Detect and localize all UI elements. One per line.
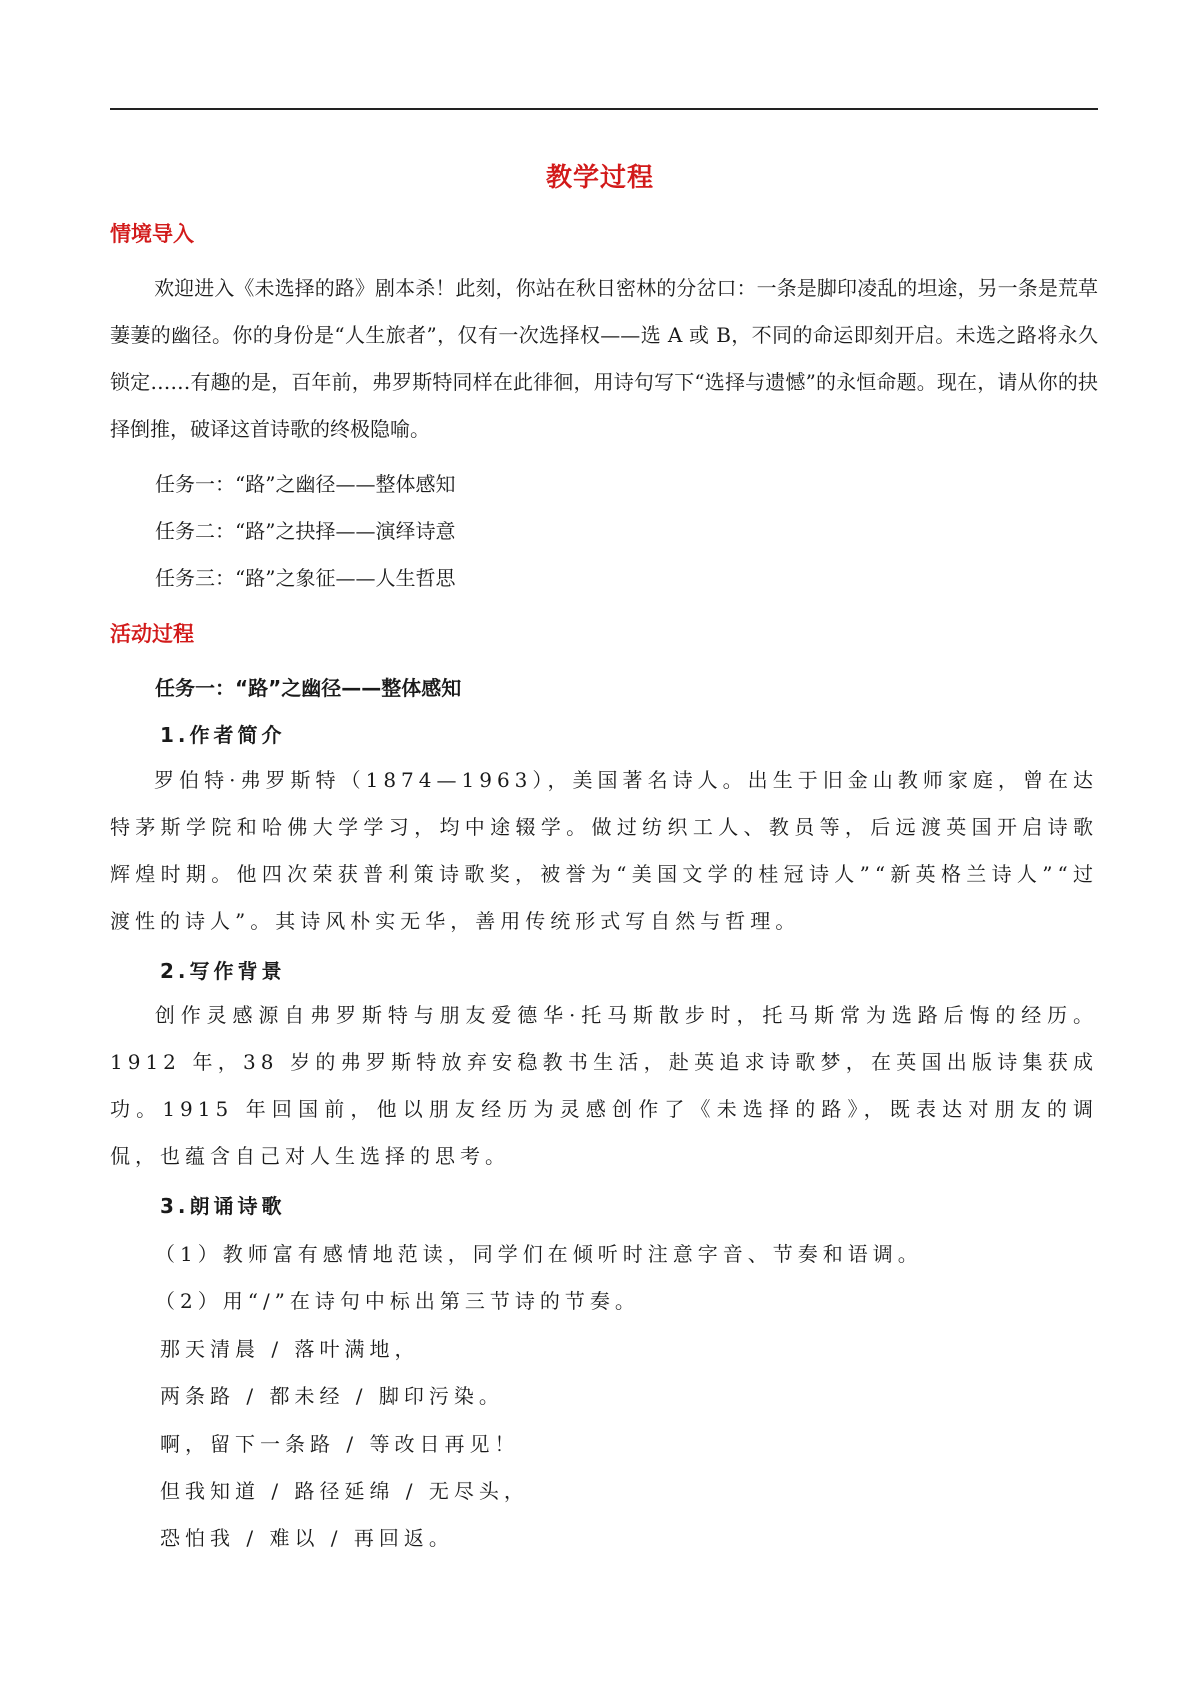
background-paragraph xyxy=(110,992,1098,1180)
task-list-item-2: 任务二：“路”之抉择——演绎诗意 xyxy=(155,519,456,543)
author-heading: 1.作者简介 xyxy=(160,723,286,747)
poem-line-2: 两条路 / 都未经 / 脚印污染。 xyxy=(160,1384,504,1408)
poem-line-4: 但我知道 / 路径延绵 / 无尽头， xyxy=(160,1479,529,1503)
recite-step-2: （2）用“/”在诗句中标出第三节诗的节奏。 xyxy=(155,1289,640,1313)
background-paragraph-text: 创作灵感源自弗罗斯特与朋友爱德华·托马斯散步时，托马斯常为选路后悔的经历。1912 年，38 岁的弗罗斯特放弃安稳教书生活，赴英追求诗歌梦，在英国出版诗集获成功。1915 年回国前，他以朋友经历为灵感创作了《未选择的路》，既表达对朋友的调侃，也蕴含自己对人生选择的思考。 xyxy=(110,1003,1098,1168)
header-divider xyxy=(110,108,1098,110)
task-list-item-3: 任务三：“路”之象征——人生哲思 xyxy=(155,566,456,590)
task1-heading: 任务一：“路”之幽径——整体感知 xyxy=(155,676,462,700)
background-heading: 2.写作背景 xyxy=(160,959,286,983)
poem-line-5: 恐怕我 / 难以 / 再回返。 xyxy=(160,1526,454,1550)
poem-line-3: 啊，留下一条路 / 等改日再见！ xyxy=(160,1432,520,1456)
author-paragraph-text: 罗伯特·弗罗斯特（1874—1963），美国著名诗人。出生于旧金山教师家庭，曾在达特茅斯学院和哈佛大学学习，均中途辍学。做过纺织工人、教员等，后远渡英国开启诗歌辉煌时期。他四次荣获普利策诗歌奖，被誉为“美国文学的桂冠诗人”“新英格兰诗人”“过渡性的诗人”。其诗风朴实无华，善用传统形式写自然与哲理。 xyxy=(110,768,1098,933)
author-paragraph xyxy=(110,757,1098,945)
section-heading-activity: 活动过程 xyxy=(110,622,194,646)
recite-heading: 3.朗诵诗歌 xyxy=(160,1194,286,1218)
poem-line-1: 那天清晨 / 落叶满地， xyxy=(160,1337,420,1361)
section-heading-intro: 情境导入 xyxy=(110,222,194,246)
intro-paragraph-text: 欢迎进入《未选择的路》剧本杀！此刻，你站在秋日密林的分岔口：一条是脚印凌乱的坦途，另一条是荒草萋萋的幽径。你的身份是“人生旅者”，仅有一次选择权——选 A 或 B，不同的命运即刻开启。未选之路将永久锁定……有趣的是，百年前，弗罗斯特同样在此徘徊，用诗句写下“选择与遗憾”的永恒命题。现在，请从你的抉择倒推，破译这首诗歌的终极隐喻。 xyxy=(110,276,1098,441)
page-title: 教学过程 xyxy=(545,163,654,193)
recite-step-1: （1）教师富有感情地范读，同学们在倾听时注意字音、节奏和语调。 xyxy=(155,1242,923,1266)
intro-paragraph xyxy=(110,265,1098,453)
task-list-item-1: 任务一：“路”之幽径——整体感知 xyxy=(155,472,456,496)
